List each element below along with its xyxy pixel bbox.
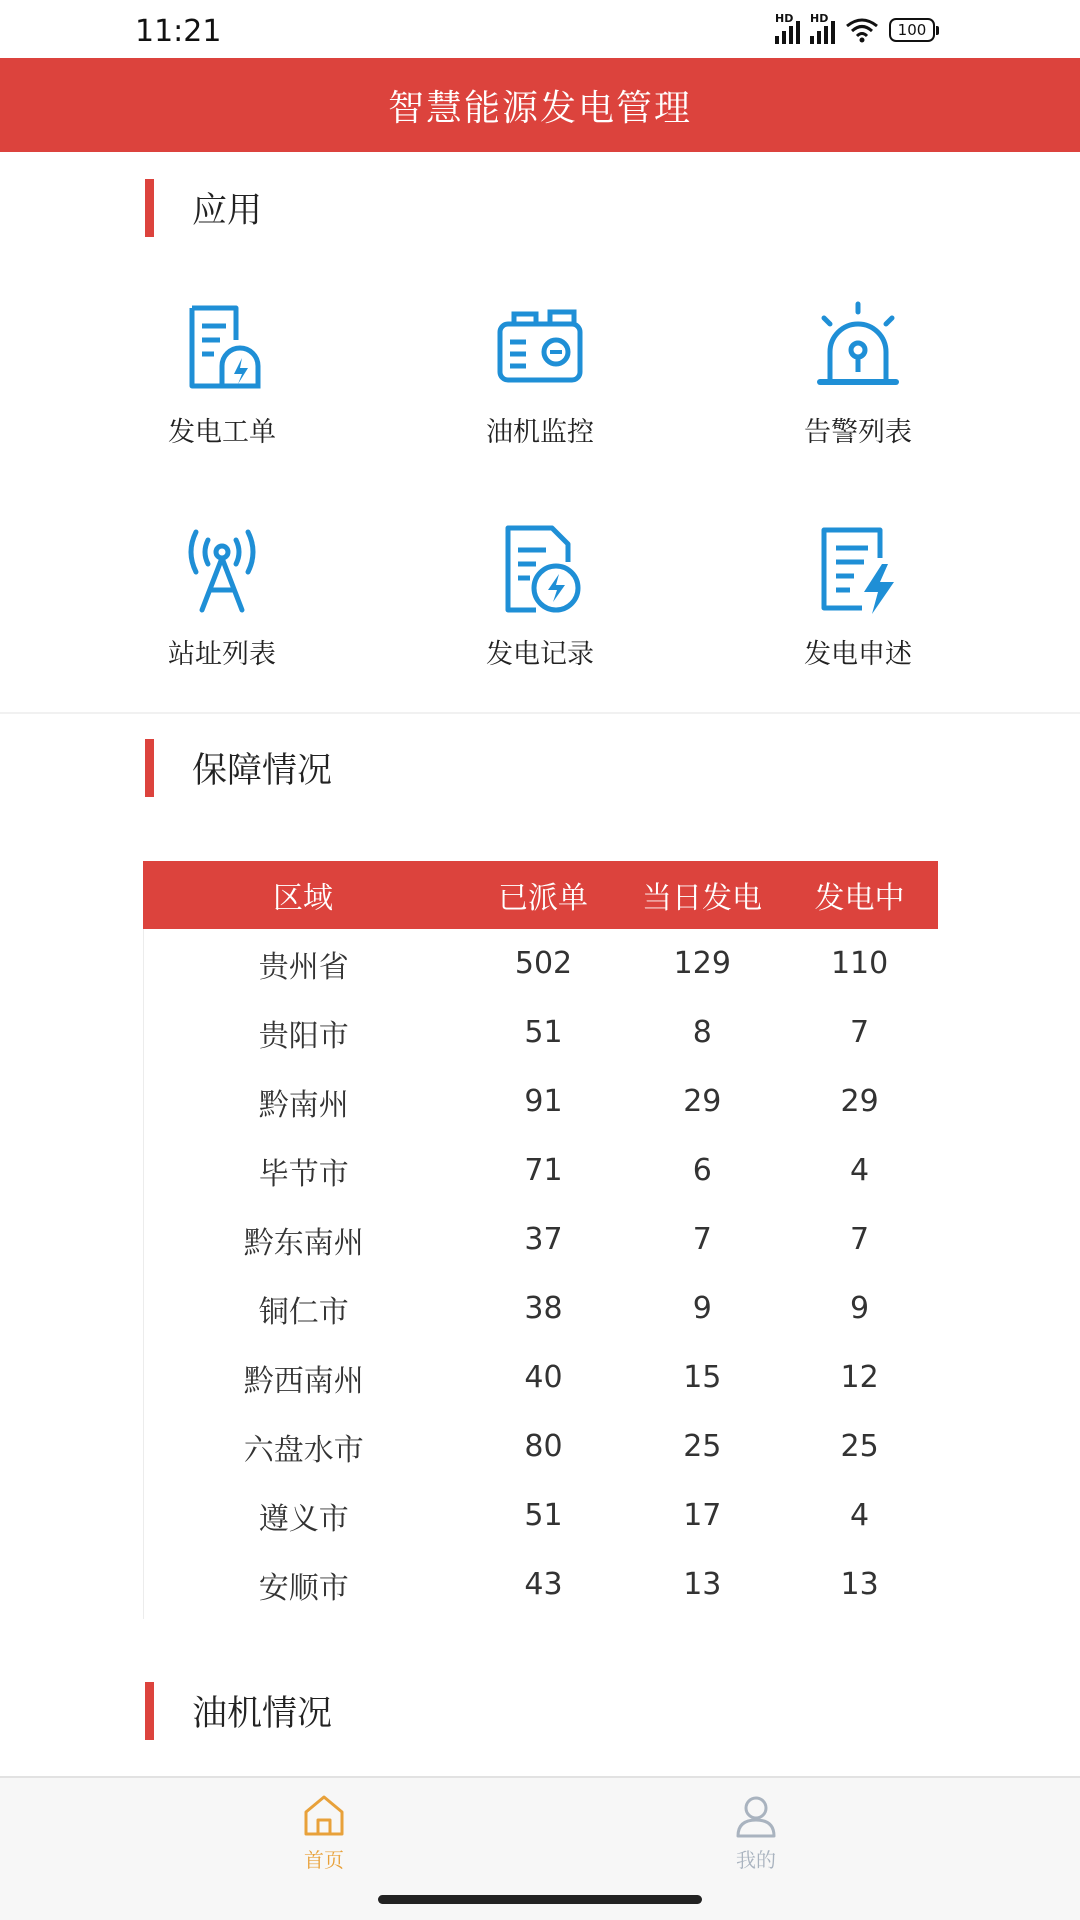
cell-daily-generation: 25 [683,1429,722,1464]
section-header-apps [145,180,262,236]
cell-region: 遵义市 [258,1501,349,1537]
app-label: 站址列表 [168,639,276,670]
app-work-order[interactable] [122,300,322,470]
cell-dispatched: 43 [524,1567,563,1602]
section-header-oil [145,1683,332,1739]
cell-daily-generation: 13 [683,1567,722,1602]
table-row [144,1067,938,1136]
column-header: 发电中 [814,881,905,916]
power-appeal-icon [810,522,906,618]
work-order-icon [174,300,270,396]
tower-icon [174,522,270,618]
tab-mine[interactable] [696,1792,816,1873]
tab-label: 我的 [736,1848,776,1872]
app-label: 发电申述 [804,639,912,670]
table-row [144,1550,938,1619]
table-row [144,998,938,1067]
cell-dispatched: 80 [524,1429,563,1464]
cell-generating: 4 [850,1153,870,1188]
cell-daily-generation: 17 [683,1498,722,1533]
generator-monitor-icon [492,300,588,396]
cell-region: 黔西南州 [243,1363,364,1399]
home-indicator[interactable] [378,1895,702,1904]
wifi-icon [845,17,879,43]
app-label: 告警列表 [804,417,912,448]
section-accent-bar [145,179,154,237]
app-power-appeal[interactable] [758,522,958,692]
cell-generating: 25 [840,1429,879,1464]
app-label: 油机监控 [486,417,594,448]
cell-region: 黔东南州 [243,1225,364,1261]
cell-generating: 110 [830,946,889,981]
battery-icon: 100 [889,18,935,42]
app-power-record[interactable] [440,522,640,692]
page-title: 智慧能源发电管理 [387,87,692,129]
section-title: 应用 [192,191,263,231]
column-header: 当日发电 [642,881,762,916]
cell-region: 铜仁市 [258,1294,349,1330]
app-label: 发电工单 [168,417,276,448]
cell-daily-generation: 7 [692,1222,712,1257]
section-title: 油机情况 [192,1694,333,1734]
cell-generating: 9 [850,1291,870,1326]
cell-dispatched: 71 [524,1153,563,1188]
section-accent-bar [145,1682,154,1740]
table-body [143,929,938,1619]
cell-dispatched: 40 [524,1360,563,1395]
cell-dispatched: 38 [524,1291,563,1326]
cell-daily-generation: 8 [692,1015,712,1050]
tab-home[interactable] [264,1792,384,1873]
cell-dispatched: 91 [524,1084,563,1119]
cell-dispatched: 51 [524,1015,563,1050]
cell-daily-generation: 29 [683,1084,722,1119]
cell-region: 六盘水市 [243,1432,364,1468]
cell-region: 贵阳市 [258,1018,349,1054]
cell-generating: 29 [840,1084,879,1119]
cell-dispatched: 502 [514,946,573,981]
guarantee-table [143,861,938,1619]
table-row [144,929,938,998]
app-generator-monitor[interactable] [440,300,640,470]
column-header: 区域 [273,881,333,916]
signal-icon-2: HD [810,16,835,44]
status-bar [0,0,1080,58]
cell-region: 黔南州 [258,1087,349,1123]
cell-region: 毕节市 [258,1156,349,1192]
section-header-guarantee [145,740,332,796]
cell-generating: 7 [850,1015,870,1050]
tab-label: 首页 [304,1848,344,1872]
table-row [144,1274,938,1343]
status-time: 11:21 [135,14,222,49]
power-record-icon [492,522,588,618]
cell-region: 贵州省 [258,949,349,985]
signal-icon: HD [775,16,800,44]
column-header: 已派单 [498,881,588,916]
cell-region: 安顺市 [258,1570,349,1606]
app-title-bar [0,58,1080,152]
home-icon [300,1792,348,1838]
cell-generating: 4 [850,1498,870,1533]
cell-dispatched: 37 [524,1222,563,1257]
app-alarm-list[interactable] [758,300,958,470]
cell-generating: 7 [850,1222,870,1257]
cell-daily-generation: 6 [692,1153,712,1188]
section-title: 保障情况 [192,751,333,791]
cell-daily-generation: 9 [692,1291,712,1326]
cell-generating: 13 [840,1567,879,1602]
table-row [144,1205,938,1274]
table-row [144,1481,938,1550]
section-accent-bar [145,739,154,797]
app-site-list[interactable] [122,522,322,692]
status-icons [775,12,935,44]
user-icon [732,1792,780,1838]
table-header [143,861,938,929]
table-row [144,1136,938,1205]
cell-generating: 12 [840,1360,879,1395]
table-row [144,1343,938,1412]
cell-dispatched: 51 [524,1498,563,1533]
section-divider [0,712,1080,714]
cell-daily-generation: 15 [683,1360,722,1395]
app-label: 发电记录 [486,639,594,670]
table-row [144,1412,938,1481]
cell-daily-generation: 129 [673,946,731,981]
alarm-icon [810,300,906,396]
